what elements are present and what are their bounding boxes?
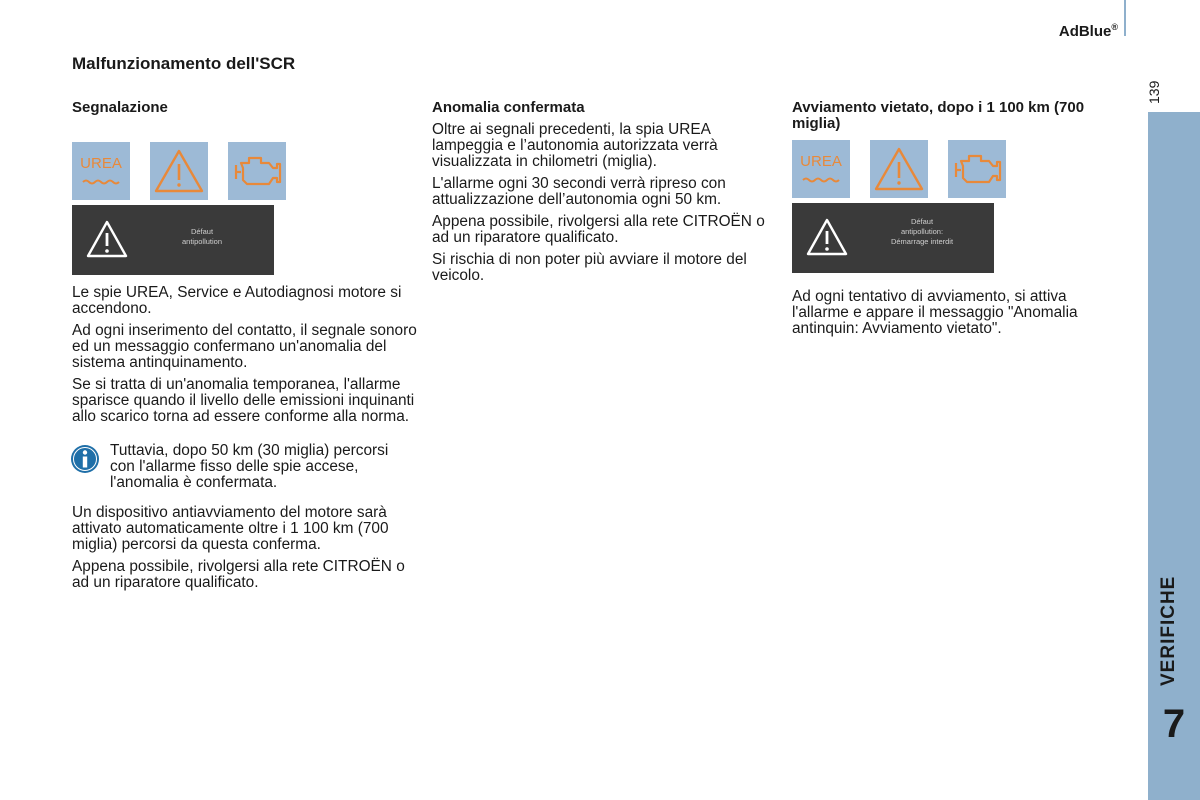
info-icon [70,444,100,474]
page-number: 139 [1146,80,1162,104]
display-message: Défaut antipollution: Démarrage interdit [890,217,954,246]
column-heading: Anomalia confermata [432,99,585,116]
paragraph: Si rischia di non poter più avviare il motore del veicolo. [432,251,747,284]
engine-check-icon [228,142,286,200]
info-note: Tuttavia, dopo 50 km (30 miglia) percorsi con l'allarme fisso delle spie accese, l'anomalia è confermata. [72,443,417,491]
paragraph: Oltre ai segnali precedenti, la spia UREA lampeggia e l’autonomia autorizzata verrà visualizzata in chilometri (miglia). [432,121,718,170]
urea-lamp-icon: UREA [792,140,850,198]
service-warning-icon [870,140,928,198]
paragraph: Ad ogni tentativo di avviamento, si attiva l'allarme e appare il messaggio "Anomalia antinquin: Avviamento vietato". [792,288,1078,337]
paragraph: L'allarme ogni 30 secondi verrà ripreso con attualizzazione dell’autonomia ogni 50 km. [432,175,726,208]
paragraph: Appena possibile, rivolgersi alla rete CITROËN o ad un riparatore qualificato. [432,213,765,246]
column-segnalazione [72,100,417,597]
service-warning-icon [150,142,208,200]
paragraph: Ad ogni inserimento del contatto, il segnale sonoro ed un messaggio confermano un'anomalia del sistema antinquinamento. [72,322,417,371]
section-label: VERIFICHE [1158,575,1179,686]
engine-check-icon [948,140,1006,198]
paragraph: Le spie UREA, Service e Autodiagnosi motore si accendono. [72,284,402,317]
warning-triangle-icon [806,217,848,257]
display-warning-panel [72,205,274,275]
header-title: AdBlue® [1058,22,1118,40]
display-warning-panel [792,203,994,273]
warning-lamps-row [72,142,417,200]
paragraph: Un dispositivo antiavviamento del motore sarà attivato automaticamente oltre i 1 100 km (700 miglia) percorsi da questa conferma. [72,504,389,553]
warning-lamps-row [792,140,1122,198]
page-title: Malfunzionamento dell'SCR [72,54,296,73]
side-tab [1148,112,1200,800]
paragraph: Appena possibile, rivolgersi alla rete CITROËN o ad un riparatore qualificato. [72,558,405,591]
column-heading: Segnalazione [72,99,168,116]
urea-lamp-icon: UREA [72,142,130,200]
column-heading: Avviamento vietato, dopo i 1 100 km (700 miglia) [792,99,1085,132]
header-rule [1124,0,1126,36]
warning-triangle-icon [86,219,128,259]
column-avviamento-vietato [792,100,1122,343]
display-message: Défaut antipollution [181,227,223,246]
column-anomalia-confermata [432,100,772,290]
paragraph: Se si tratta di un'anomalia temporanea, l'allarme sparisce quando il livello delle emissioni inquinanti allo scarico torna ad essere conforme alla norma. [72,376,415,425]
chapter-number: 7 [1162,702,1186,746]
